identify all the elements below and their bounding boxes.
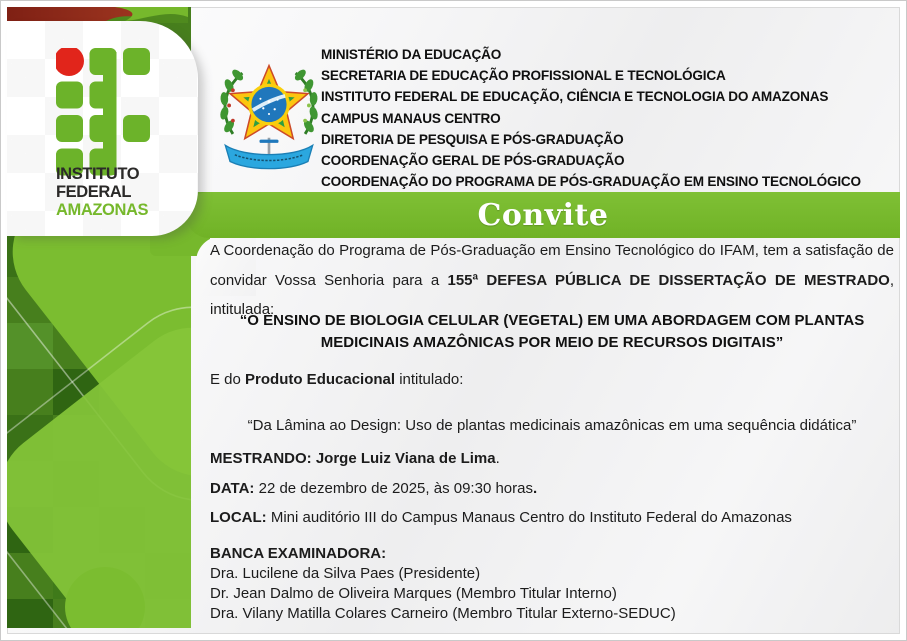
committee-heading: BANCA EXAMINADORA: <box>210 545 387 562</box>
date-period: . <box>532 480 538 497</box>
committee-section <box>210 544 894 624</box>
product-text-before: E do <box>210 371 246 388</box>
mestrando-period: . <box>495 450 500 467</box>
intro-text-after: , intitulada: <box>210 271 895 318</box>
header-line: DIRETORIA DE PESQUISA E PÓS-GRADUAÇÃO <box>321 131 624 147</box>
location-value: Mini auditório III do Campus Manaus Centro do Instituto Federal do Amazonas <box>266 509 792 526</box>
committee-member: Dr. Jean Dalmo de Oliveira Marques (Membro Titular Interno) <box>210 585 617 602</box>
institution-header <box>321 44 896 192</box>
if-logo-icon <box>56 48 154 179</box>
product-title: “Da Lâmina ao Design: Uso de plantas medicinais amazônicas em uma sequência didática” <box>247 417 857 434</box>
header-line: COORDENAÇÃO DO PROGRAMA DE PÓS-GRADUAÇÃO EM ENSINO TECNOLÓGICO <box>321 174 861 190</box>
product-highlight: Produto Educacional <box>245 371 396 388</box>
intro-text: A Coordenação do Programa de Pós-Graduação em Ensino Tecnológico do IFAM, tem a satisfação de convidar Vossa Senhoria para a <box>210 242 894 289</box>
mestrando-line <box>210 450 894 467</box>
brand-line-instituto: INSTITUTO <box>56 165 140 183</box>
defense-highlight: 155ª DEFESA PÚBLICA DE DISSERTAÇÃO DE MESTRADO <box>447 271 890 289</box>
committee-member: Dra. Lucilene da Silva Paes (Presidente) <box>210 565 481 582</box>
brand-line-amazonas: AMAZONAS <box>56 201 149 219</box>
date-line <box>210 480 894 497</box>
location-line <box>210 509 894 526</box>
header-line: SECRETARIA DE EDUCAÇÃO PROFISSIONAL E TECNOLÓGICA <box>321 68 726 84</box>
dissertation-title: “O ENSINO DE BIOLOGIA CELULAR (VEGETAL) EM UMA ABORDAGEM COM PLANTAS MEDICINAIS AMAZÔNICAS POR MEIO DE RECURSOS DIGITAIS” <box>239 312 865 351</box>
committee-member: Dra. Vilany Matilla Colares Carneiro (Membro Titular Externo-SEDUC) <box>210 605 676 622</box>
convite-banner <box>186 192 900 238</box>
product-intro-line <box>210 371 894 388</box>
date-label: DATA: <box>210 480 255 497</box>
brand-card <box>7 21 198 236</box>
mestrando-name: MESTRANDO: Jorge Luiz Viana de Lima <box>210 450 496 467</box>
brand-line-federal: FEDERAL <box>56 183 132 201</box>
header-line: CAMPUS MANAUS CENTRO <box>321 110 501 126</box>
coat-of-arms-icon <box>212 54 326 174</box>
convite-title: Convite <box>477 197 609 233</box>
header-line: MINISTÉRIO DA EDUCAÇÃO <box>321 47 502 62</box>
header-line: INSTITUTO FEDERAL DE EDUCAÇÃO, CIÊNCIA E TECNOLOGIA DO AMAZONAS <box>321 89 829 105</box>
brand-wordmark <box>56 165 148 219</box>
date-value: 22 de dezembro de 2025, às 09:30 horas <box>254 480 533 497</box>
product-text-after: intitulado: <box>395 371 464 388</box>
location-label: LOCAL: <box>210 509 267 526</box>
header-line: COORDENAÇÃO GERAL DE PÓS-GRADUAÇÃO <box>321 153 625 169</box>
